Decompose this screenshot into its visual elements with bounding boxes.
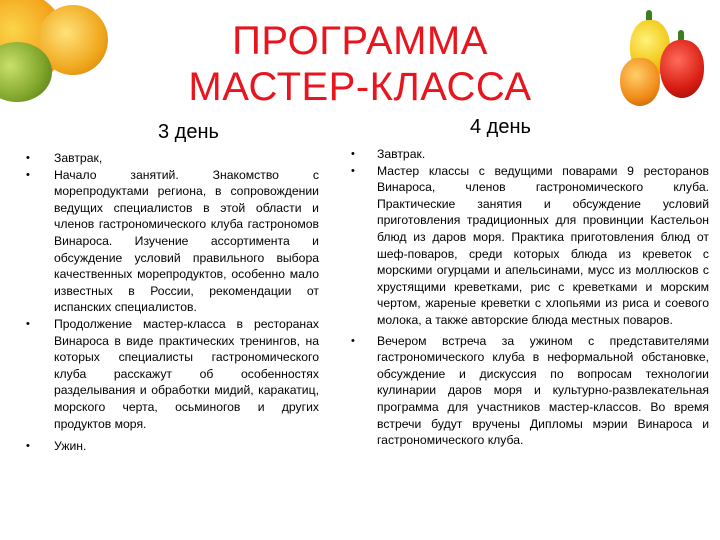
list-item: • Начало занятий. Знакомство с морепродуктами региона, в сопровождении ведущих специалистов в этой области и членов гастрономического клуба гастрономов Винароса. Изучение ассортимента и обсуждение условий правильного выбора качественных морепродуктов, особенно мало известных в России, рекомендации от испанских специалистов. (54, 167, 319, 316)
red-pepper-image (660, 40, 704, 98)
orange-pepper-image (620, 58, 660, 106)
title-line-2: МАСТЕР-КЛАССА (188, 65, 532, 109)
page-title (150, 18, 570, 110)
list-item: • Продолжение мастер-класса в ресторанах Винароса в виде практических тренингов, на которых специалисты гастрономического клуба расскажут об особенностях разделывания и обработки мидий, каракатиц, морского черта, осьминогов и других продуктов моря. (54, 316, 319, 432)
day4-list (377, 146, 709, 449)
list-item: • Завтрак, (54, 150, 319, 167)
title-line-1: ПРОГРАММА (232, 19, 488, 63)
list-item: • Ужин. (54, 438, 319, 455)
list-item: • Мастер классы с ведущими поварами 9 ресторанов Винароса, членов гастрономического клуба. Практические занятия и обсуждение условий приготовления традиционных для провинции Кастельон блюд из даров моря. Практика приготовления блюд от шеф-поваров, среди которых блюда из креветок с морскими огурцами и апельсинами, мусс из моллюсков с хрустящими креветками, рис с креветками и морским чертом, жареные креветки с хлопьями из риса и соевого молока, а также авторские блюда местных поваров. (377, 163, 709, 329)
day3-heading: 3 день (158, 121, 219, 143)
day4-heading: 4 день (470, 116, 531, 138)
list-item: • Завтрак. (377, 146, 709, 163)
list-item: • Вечером встреча за ужином с представителями гастрономического клуба в неформальной обстановке, обсуждение и дискуссия по вопросам технологии кулинарии даров моря и культурно-развлекательная программа для участников мастер-классов. Во время встречи будут вручены Дипломы мэрии Винароса и гастрономического клуба. (377, 333, 709, 449)
day3-list (54, 150, 319, 455)
